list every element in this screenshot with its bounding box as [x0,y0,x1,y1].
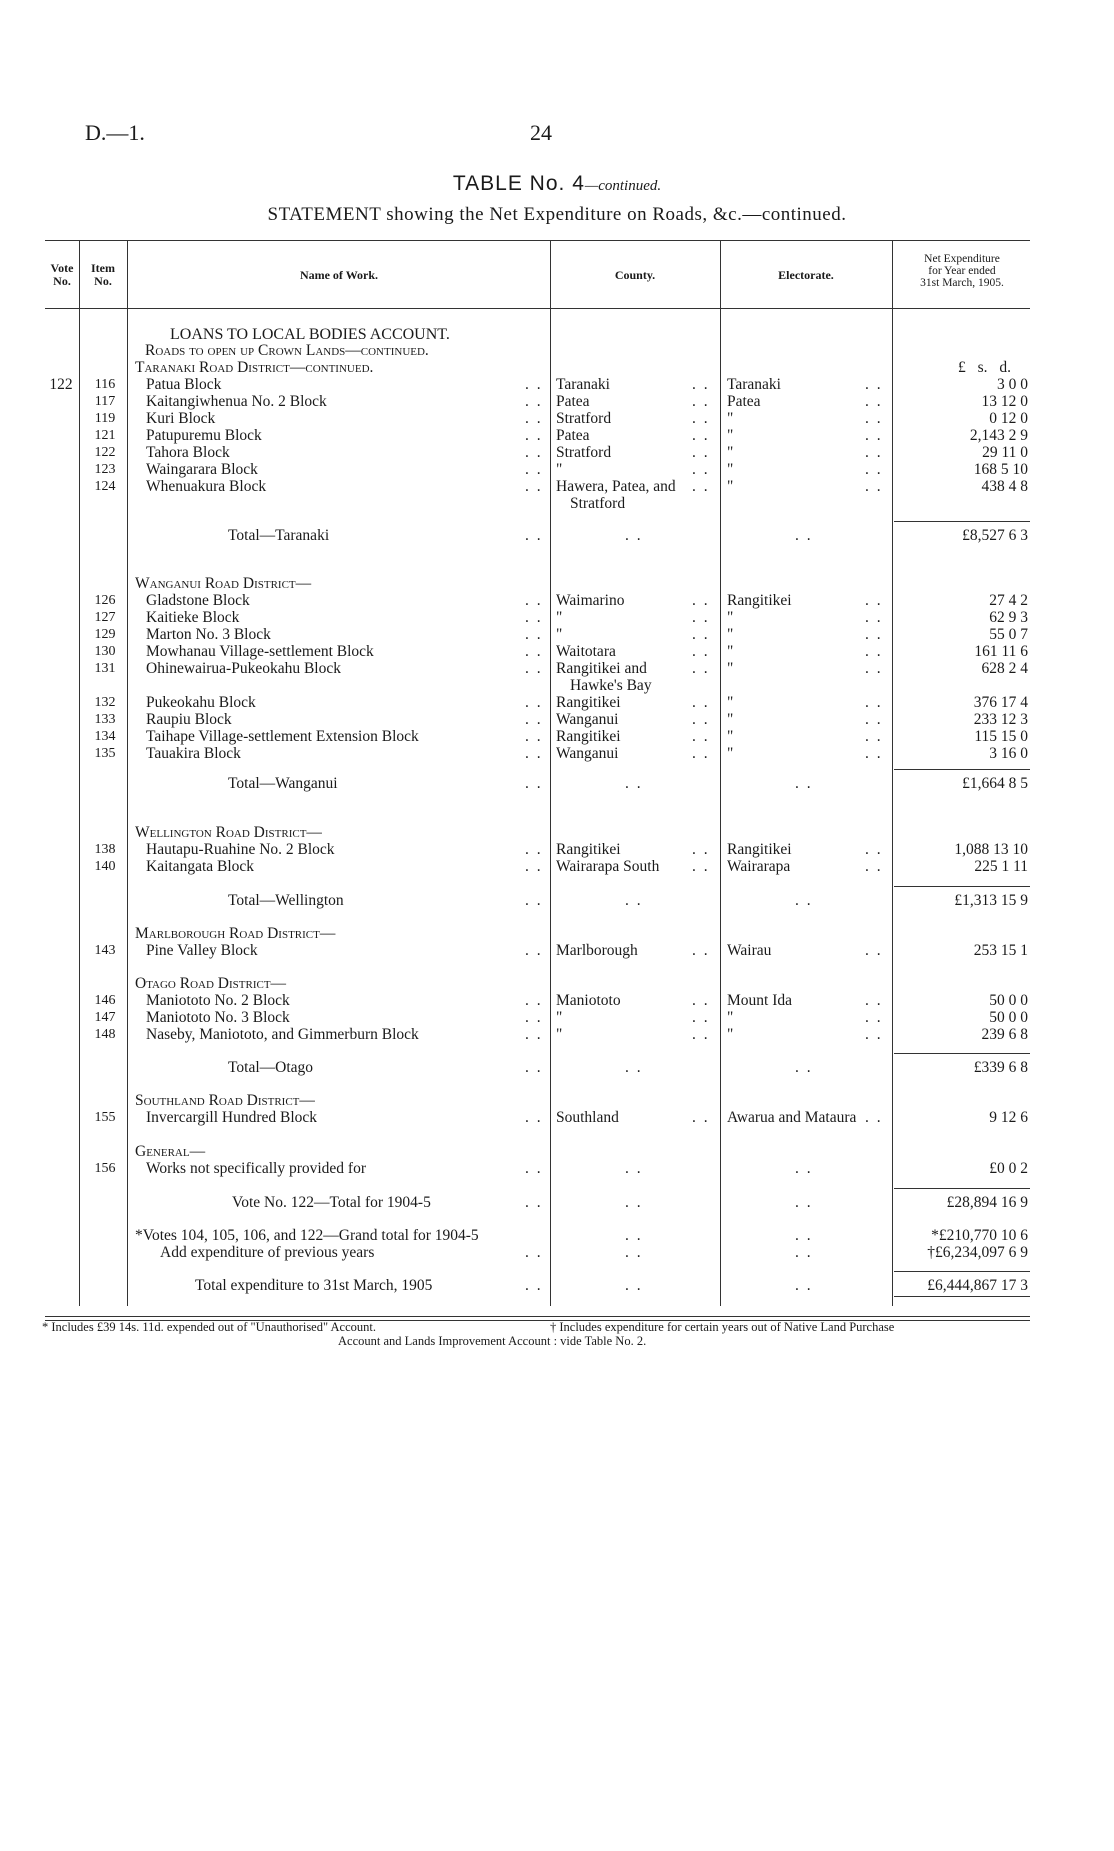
total-previous-amount: †£6,234,097 6 9 [927,1244,1028,1261]
leader-dots: . . [795,1277,813,1294]
footnote-dagger-cont: Account and Lands Improvement Account : vide Table No. 2. [338,1334,647,1348]
total-taranaki-amount: £8,527 6 3 [962,527,1028,544]
work-name: Invercargill Hundred Block [146,1109,318,1126]
amount: 115 15 0 [974,728,1028,745]
leader-dots: . . [865,410,883,427]
leader-dots: . . [525,858,543,875]
leader-dots: . . [692,992,710,1009]
leader-dots: . . [865,745,883,762]
marlborough-heading: Marlborough Road District— [135,925,336,942]
total-vote-amount: £28,894 16 9 [946,1194,1028,1211]
leader-dots: . . [525,694,543,711]
total-rule [894,769,1030,770]
leader-dots: . . [692,711,710,728]
work-name: Waingarara Block [146,461,258,478]
item-number: 122 [94,445,116,460]
work-name: Kaitieke Block [146,609,240,626]
leader-dots: . . [525,841,543,858]
table-bottom-rule-2 [45,1316,1030,1317]
leader-dots: . . [795,1160,813,1177]
county-name: " [556,609,563,626]
work-name: Works not specifically provided for [146,1160,366,1177]
work-name: Hautapu-Ruahine No. 2 Block [146,841,335,858]
amount: 0 12 0 [989,410,1028,427]
leader-dots: . . [525,660,543,677]
leader-dots: . . [692,444,710,461]
total-previous-label: Add expenditure of previous years [160,1244,375,1261]
total-rule [894,521,1030,522]
leader-dots: . . [525,892,543,909]
leader-dots: . . [865,992,883,1009]
county-name: Rangitikei [556,728,621,745]
amount: 239 6 8 [981,1026,1028,1043]
item-number: 132 [94,695,116,710]
amount: 2,143 2 9 [969,427,1028,444]
county-name: " [556,626,563,643]
amount: 3 0 0 [997,376,1028,393]
work-name: Maniototo No. 2 Block [146,992,290,1009]
amount: 9 12 6 [989,1109,1028,1126]
electorate-name: " [727,711,734,728]
leader-dots: . . [525,427,543,444]
leader-dots: . . [525,1009,543,1026]
leader-dots: . . [625,1160,643,1177]
electorate-name: Rangitikei [727,592,792,609]
leader-dots: . . [525,393,543,410]
item-number: 124 [94,479,116,494]
amount: 628 2 4 [981,660,1028,677]
southland-heading: Southland Road District— [135,1092,315,1109]
electorate-name: " [727,1009,734,1026]
leader-dots: . . [865,728,883,745]
leader-dots: . . [692,626,710,643]
item-number: 155 [94,1110,116,1125]
item-number: 135 [94,746,116,761]
work-name: Whenuakura Block [146,478,267,495]
amount: 233 12 3 [973,711,1028,728]
leader-dots: . . [692,609,710,626]
table-title-suffix: —continued. [584,178,662,194]
county-name: Wairarapa South [556,858,660,875]
item-number: 121 [94,428,116,443]
amount: 168 5 10 [973,461,1028,478]
item-number: 146 [94,993,116,1008]
county-name: Patea [556,427,590,444]
county-name: Waitotara [556,643,616,660]
item-number: 131 [94,661,116,676]
leader-dots: . . [525,592,543,609]
amount: 1,088 13 10 [954,841,1028,858]
leader-dots: . . [865,694,883,711]
item-number: 138 [94,842,116,857]
item-number: 117 [94,394,116,409]
county-name: Maniototo [556,992,621,1009]
leader-dots: . . [692,1109,710,1126]
amount: 3 16 0 [989,745,1028,762]
work-name: Pukeokahu Block [146,694,256,711]
leader-dots: . . [795,775,813,792]
leader-dots: . . [795,892,813,909]
amount: 438 4 8 [981,478,1028,495]
leader-dots: . . [865,393,883,410]
total-grand-amount: *£210,770 10 6 [931,1227,1028,1244]
county-name-cont: Stratford [570,495,626,512]
total-wanganui-label: Total—Wanganui [228,775,338,792]
leader-dots: . . [625,527,643,544]
electorate-name: Mount Ida [727,992,793,1009]
item-number: 119 [94,411,116,426]
leader-dots: . . [525,1059,543,1076]
col-header-net-line3: 31st March, 1905. [920,277,1004,289]
leader-dots: . . [795,527,813,544]
amount: 29 11 0 [982,444,1028,461]
leader-dots: . . [692,858,710,875]
item-number: 134 [94,729,116,744]
leader-dots: . . [692,1026,710,1043]
county-name: " [556,1026,563,1043]
document-reference: D.—1. [85,120,145,145]
county-name-cont: Hawke's Bay [570,677,652,694]
electorate-name: Taranaki [727,376,781,393]
county-name: " [556,461,563,478]
electorate-name: " [727,1026,734,1043]
table-title [0,172,1114,196]
table-header-rule [45,308,1030,309]
total-double-rule [894,1296,1030,1297]
work-name: Maniototo No. 3 Block [146,1009,290,1026]
electorate-name: " [727,643,734,660]
leader-dots: . . [692,745,710,762]
leader-dots: . . [525,461,543,478]
leader-dots: . . [795,1227,813,1244]
county-name: Hawera, Patea, and [556,478,676,495]
item-number: 129 [94,627,116,642]
electorate-name: Rangitikei [727,841,792,858]
amount: 253 15 1 [973,942,1028,959]
amount: 62 9 3 [989,609,1028,626]
leader-dots: . . [865,461,883,478]
electorate-name: " [727,626,734,643]
col-divider-vote [79,240,80,1306]
total-rule [894,1188,1030,1189]
amount: 27 4 2 [989,592,1028,609]
leader-dots: . . [865,1109,883,1126]
leader-dots: . . [525,1244,543,1261]
wellington-heading: Wellington Road District— [135,824,322,841]
col-header-net-line1: Net Expenditure [924,253,1000,265]
item-number: 116 [94,377,116,392]
leader-dots: . . [865,592,883,609]
leader-dots: . . [865,643,883,660]
leader-dots: . . [525,410,543,427]
leader-dots: . . [525,711,543,728]
total-otago-label: Total—Otago [228,1059,314,1076]
county-name: Patea [556,393,590,410]
electorate-name: " [727,694,734,711]
work-name: Kaitangata Block [146,858,255,875]
leader-dots: . . [692,461,710,478]
sub-heading: Roads to open up Crown Lands—continued. [145,342,429,359]
county-name: Taranaki [556,376,610,393]
leader-dots: . . [795,1059,813,1076]
leader-dots: . . [692,694,710,711]
electorate-name: " [727,745,734,762]
item-number: 140 [94,859,116,874]
county-name: Rangitikei [556,694,621,711]
leader-dots: . . [865,942,883,959]
vote-number: 122 [49,376,73,393]
total-overall-label: Total expenditure to 31st March, 1905 [195,1277,433,1294]
page-number: 24 [530,120,552,145]
col-divider-electorate [892,240,893,1306]
leader-dots: . . [525,527,543,544]
leader-dots: . . [692,410,710,427]
electorate-name: Wairau [727,942,772,959]
total-vote-label: Vote No. 122—Total for 1904-5 [232,1194,431,1211]
total-wellington-label: Total—Wellington [228,892,344,909]
work-name: Patua Block [146,376,222,393]
item-number: 147 [94,1010,116,1025]
total-overall-amount: £6,444,867 17 3 [927,1277,1028,1294]
county-name: Stratford [556,444,612,461]
leader-dots: . . [692,427,710,444]
work-name: Patupuremu Block [146,427,262,444]
leader-dots: . . [692,643,710,660]
leader-dots: . . [865,858,883,875]
otago-heading: Otago Road District— [135,975,287,992]
amount: 376 17 4 [973,694,1028,711]
leader-dots: . . [525,609,543,626]
amount: 50 0 0 [989,1009,1028,1026]
total-rule [894,886,1030,887]
leader-dots: . . [525,992,543,1009]
col-divider-item [127,240,128,1306]
item-number: 156 [94,1161,116,1176]
account-heading: LOANS TO LOCAL BODIES ACCOUNT. [170,326,450,343]
item-number: 148 [94,1027,116,1042]
work-name: Marton No. 3 Block [146,626,271,643]
col-header-county: County. [614,268,656,282]
leader-dots: . . [525,376,543,393]
work-name: Taihape Village-settlement Extension Block [146,728,419,745]
electorate-name: Wairarapa [727,858,791,875]
electorate-name: " [727,478,734,495]
footnote-star: * Includes £39 14s. 11d. expended out of "Unauthorised" Account. [42,1320,376,1334]
leader-dots: . . [865,376,883,393]
total-wanganui-amount: £1,664 8 5 [962,775,1028,792]
leader-dots: . . [865,711,883,728]
amount: £0 0 2 [989,1160,1028,1177]
col-header-net [894,253,1030,289]
amount: 13 12 0 [981,393,1028,410]
electorate-name: Patea [727,393,761,410]
electorate-name: " [727,410,734,427]
general-heading: General— [135,1143,206,1160]
electorate-name: " [727,444,734,461]
item-number: 127 [94,610,116,625]
total-otago-amount: £339 6 8 [973,1059,1028,1076]
electorate-name: " [727,660,734,677]
leader-dots: . . [525,1026,543,1043]
leader-dots: . . [625,1227,643,1244]
leader-dots: . . [625,1277,643,1294]
leader-dots: . . [625,892,643,909]
col-header-name: Name of Work. [299,268,379,282]
leader-dots: . . [865,1009,883,1026]
total-wellington-amount: £1,313 15 9 [954,892,1028,909]
leader-dots: . . [795,1194,813,1211]
county-name: Stratford [556,410,612,427]
leader-dots: . . [525,478,543,495]
electorate-name: Awarua and Mataura [727,1109,857,1126]
table-top-rule [45,240,1030,241]
leader-dots: . . [692,728,710,745]
work-name: Tahora Block [146,444,230,461]
leader-dots: . . [795,1244,813,1261]
leader-dots: . . [865,1026,883,1043]
county-name: Rangitikei [556,841,621,858]
leader-dots: . . [865,626,883,643]
leader-dots: . . [865,444,883,461]
leader-dots: . . [692,376,710,393]
total-rule [894,1053,1030,1054]
county-name: Marlborough [556,942,638,959]
electorate-name: " [727,427,734,444]
footnote-dagger: † Includes expenditure for certain years out of Native Land Purchase [550,1320,895,1334]
leader-dots: . . [692,478,710,495]
county-name: Rangitikei and [556,660,647,677]
total-taranaki-label: Total—Taranaki [228,527,330,544]
work-name: Kuri Block [146,410,216,427]
leader-dots: . . [692,393,710,410]
leader-dots: . . [692,942,710,959]
work-name: Mowhanau Village-settlement Block [146,643,374,660]
item-number: 126 [94,593,116,608]
leader-dots: . . [692,660,710,677]
table-title-text: TABLE No. 4 [452,172,585,195]
leader-dots: . . [692,1009,710,1026]
leader-dots: . . [525,1160,543,1177]
work-name: Kaitangiwhenua No. 2 Block [146,393,327,410]
electorate-name: " [727,728,734,745]
leader-dots: . . [625,775,643,792]
wanganui-heading: Wanganui Road District— [135,575,312,592]
leader-dots: . . [525,1277,543,1294]
item-number: 130 [94,644,116,659]
work-name: Raupiu Block [146,711,232,728]
leader-dots: . . [525,942,543,959]
electorate-name: " [727,609,734,626]
leader-dots: . . [625,1194,643,1211]
work-name: Naseby, Maniototo, and Gimmerburn Block [146,1026,419,1043]
leader-dots: . . [525,626,543,643]
county-name: Southland [556,1109,619,1126]
leader-dots: . . [865,660,883,677]
leader-dots: . . [625,1244,643,1261]
amount: 55 0 7 [989,626,1028,643]
total-rule [894,1271,1030,1272]
work-name: Tauakira Block [146,745,241,762]
county-name: Wanganui [556,711,619,728]
work-name: Gladstone Block [146,592,250,609]
col-header-vote: Vote No. [50,261,74,288]
county-name: Waimarino [556,592,625,609]
amount: 50 0 0 [989,992,1028,1009]
leader-dots: . . [525,745,543,762]
work-name: Ohinewairua-Pukeokahu Block [146,660,341,677]
leader-dots: . . [525,444,543,461]
leader-dots: . . [625,1059,643,1076]
col-divider-county [720,240,721,1306]
col-header-electorate: Electorate. [778,268,834,282]
taranaki-heading: Taranaki Road District—continued. [135,359,374,376]
county-name: " [556,1009,563,1026]
leader-dots: . . [525,643,543,660]
item-number: 143 [94,943,116,958]
work-name: Pine Valley Block [146,942,258,959]
county-name: Wanganui [556,745,619,762]
currency-heading: £ s. d. [958,359,1012,376]
total-grand-label: *Votes 104, 105, 106, and 122—Grand total for 1904-5 [135,1227,479,1244]
electorate-name: " [727,461,734,478]
amount: 161 11 6 [974,643,1028,660]
leader-dots: . . [525,775,543,792]
col-divider-name [550,240,551,1306]
amount: 225 1 11 [974,858,1028,875]
leader-dots: . . [865,609,883,626]
leader-dots: . . [692,841,710,858]
item-number: 123 [94,462,116,477]
leader-dots: . . [525,1109,543,1126]
leader-dots: . . [692,592,710,609]
leader-dots: . . [525,728,543,745]
leader-dots: . . [865,427,883,444]
leader-dots: . . [865,478,883,495]
leader-dots: . . [525,1194,543,1211]
statement-title: STATEMENT showing the Net Expenditure on Roads, &c.—continued. [267,204,847,225]
item-number: 133 [94,712,116,727]
leader-dots: . . [865,841,883,858]
col-header-net-line2: for Year ended [928,265,996,277]
col-header-item: Item No. [91,261,115,288]
